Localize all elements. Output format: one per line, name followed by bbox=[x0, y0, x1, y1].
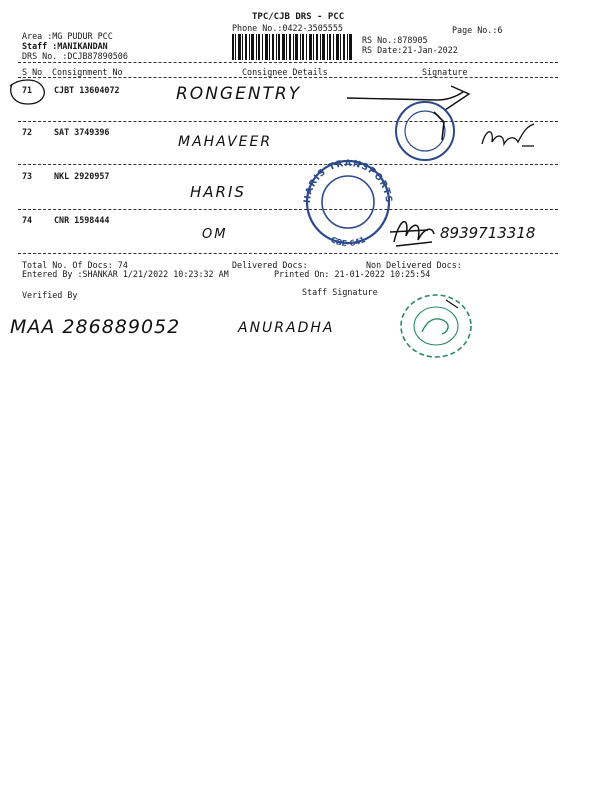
col-header-signature: Signature bbox=[422, 67, 468, 77]
non-delivered-docs: Non Delivered Docs: bbox=[366, 260, 462, 270]
handwritten-phone: 8939713318 bbox=[440, 224, 536, 242]
row-sno: 74 bbox=[22, 215, 33, 225]
handwritten-consignee: OM bbox=[202, 227, 228, 242]
col-header-consignment: Consignment No bbox=[52, 67, 123, 77]
svg-text:CBE-641 bbox=[329, 235, 367, 248]
transport-stamp bbox=[298, 152, 398, 249]
handwritten-name: ANURADHA bbox=[238, 320, 335, 336]
document-title: TPC/CJB DRS - PCC bbox=[252, 12, 345, 22]
barcode bbox=[232, 34, 354, 60]
hand-circle bbox=[6, 76, 50, 108]
signature-scribble bbox=[388, 212, 438, 252]
staff-signature-label: Staff Signature bbox=[302, 287, 378, 297]
handwritten-consignee: MAHAVEER bbox=[178, 134, 273, 150]
col-header-sno: S No bbox=[22, 67, 43, 77]
drs-number: DRS No. :DCJB87890506 bbox=[22, 51, 128, 61]
delivered-docs: Delivered Docs: bbox=[232, 260, 308, 270]
page-number: Page No.:6 bbox=[452, 25, 503, 35]
staff-label: Staff :MANIKANDAN bbox=[22, 41, 108, 51]
verified-by-label: Verified By bbox=[22, 290, 78, 300]
divider bbox=[18, 121, 558, 122]
entered-by: Entered By :SHANKAR 1/21/2022 10:23:32 AM bbox=[22, 269, 229, 279]
handwritten-consignee: RONGENTRY bbox=[176, 84, 302, 104]
phone-number: Phone No.:0422-3505555 bbox=[232, 23, 343, 33]
handwritten-consignee: HARIS bbox=[190, 183, 246, 201]
row-sno: 72 bbox=[22, 127, 33, 137]
svg-text:HARIS TRANSPORTS bbox=[303, 159, 393, 204]
divider bbox=[18, 209, 558, 210]
divider bbox=[18, 77, 558, 78]
row-consignment: CJBT 13604072 bbox=[54, 85, 120, 95]
area-label: Area :MG PUDUR PCC bbox=[22, 31, 113, 41]
total-docs: Total No. Of Docs: 74 bbox=[22, 260, 128, 270]
row-sno: 71 bbox=[22, 85, 33, 95]
row-consignment: SAT 3749396 bbox=[54, 127, 110, 137]
handwritten-code: MAA 286889052 bbox=[10, 316, 181, 338]
stamp-text: HARIS TRANSPORTS bbox=[302, 158, 394, 204]
divider bbox=[18, 164, 558, 165]
row-consignment: CNR 1598444 bbox=[54, 215, 110, 225]
round-stamp bbox=[394, 100, 456, 162]
printed-on: Printed On: 21-01-2022 10:25:54 bbox=[274, 269, 431, 279]
row-consignment: NKL 2920957 bbox=[54, 171, 110, 181]
staff-round-stamp bbox=[398, 292, 474, 360]
signature-scribble bbox=[478, 120, 538, 154]
divider bbox=[18, 253, 558, 254]
rs-number: RS No.:878905 bbox=[362, 35, 428, 45]
divider bbox=[18, 62, 558, 63]
stamp-code: CBE-641 bbox=[329, 234, 367, 249]
col-header-consignee: Consignee Details bbox=[242, 67, 328, 77]
rs-date: RS Date:21-Jan-2022 bbox=[362, 45, 458, 55]
row-sno: 73 bbox=[22, 171, 33, 181]
